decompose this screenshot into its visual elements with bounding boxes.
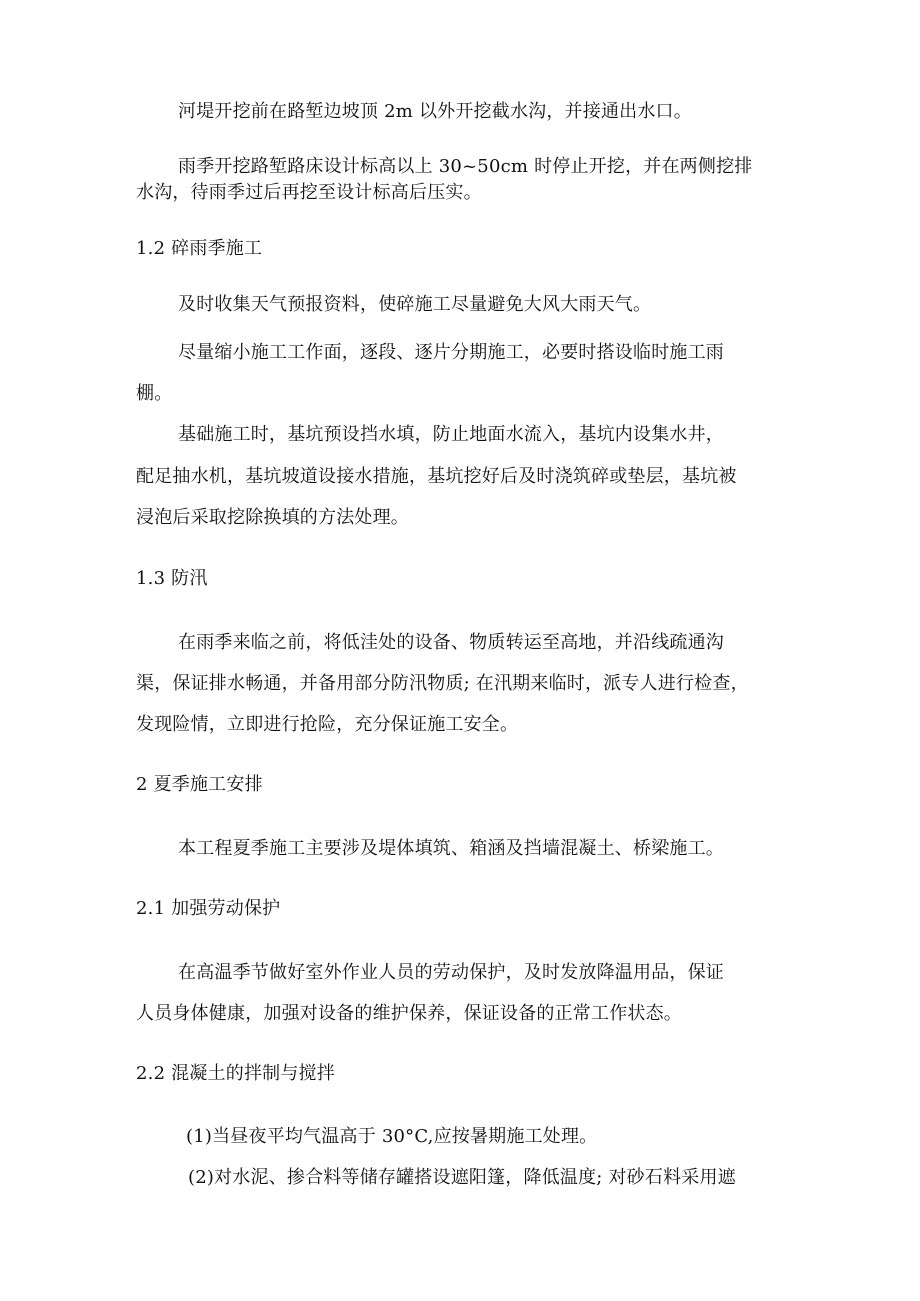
paragraph-line: 发现险情，立即进行抢险，充分保证施工安全。	[136, 714, 519, 735]
paragraph-line: 及时收集天气预报资料，使碎施工尽量避免大风大雨天气。	[178, 294, 652, 315]
paragraph-line: 雨季开挖路堑路床设计标高以上 30~50cm 时停止开挖，并在两侧挖排	[178, 156, 753, 177]
list-item: (2)对水泥、掺合料等储存罐搭设遮阳篷，降低温度; 对砂石料采用遮	[188, 1167, 736, 1188]
list-item: (1)当昼夜平均气温高于 30°C,应按暑期施工处理。	[186, 1126, 598, 1147]
paragraph-line: 浸泡后采取挖除换填的方法处理。	[136, 507, 409, 528]
paragraph-line: 基础施工时，基坑预设挡水填，防止地面水流入，基坑内设集水井，	[178, 424, 724, 445]
section-heading-2-2: 2.2 混凝土的拌制与搅拌	[136, 1063, 335, 1084]
section-heading-1-2: 1.2 碎雨季施工	[136, 238, 263, 259]
paragraph-line: 配足抽水机，基坑坡道设接水措施，基坑挖好后及时浇筑碎或垫层，基坑被	[136, 466, 737, 487]
paragraph-line: 人员身体健康，加强对设备的维护保养，保证设备的正常工作状态。	[136, 1003, 682, 1024]
paragraph-line: 尽量缩小施工工作面，逐段、逐片分期施工，必要时搭设临时施工雨	[178, 342, 724, 363]
paragraph-line: 水沟，待雨季过后再挖至设计标高后压实。	[136, 182, 482, 203]
paragraph-line: 棚。	[136, 383, 173, 404]
section-heading-2-1: 2.1 加强劳动保护	[136, 898, 281, 919]
paragraph-line: 渠，保证排水畅通，并备用部分防汛物质; 在汛期来临时，派专人进行检查，	[136, 673, 749, 694]
paragraph-line: 在高温季节做好室外作业人员的劳动保护，及时发放降温用品，保证	[178, 962, 724, 983]
paragraph-line: 河堤开挖前在路堑边坡顶 2m 以外开挖截水沟，并接通出水口。	[178, 101, 692, 122]
section-heading-1-3: 1.3 防汛	[136, 568, 208, 589]
paragraph-line: 在雨季来临之前，将低洼处的设备、物质转运至高地，并沿线疏通沟	[178, 632, 724, 653]
section-heading-2: 2 夏季施工安排	[136, 774, 263, 795]
paragraph-line: 本工程夏季施工主要涉及堤体填筑、箱涵及挡墙混凝土、桥梁施工。	[178, 838, 724, 859]
